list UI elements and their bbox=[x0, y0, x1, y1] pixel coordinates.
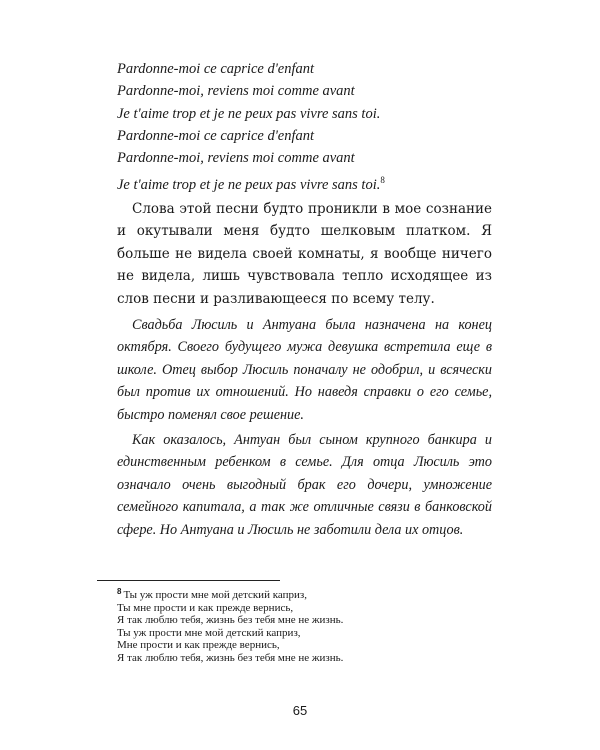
footnote-line bbox=[117, 586, 477, 602]
verse-line: Pardonne-moi, reviens moi comme avant bbox=[117, 150, 355, 167]
footnote-line: Ты уж прости мне мой детский каприз, bbox=[117, 626, 301, 639]
page-number: 65 bbox=[292, 703, 308, 718]
footnote-line: Ты мне прости и как прежде вернись, bbox=[117, 601, 294, 614]
footnote-line: Мне прости и как прежде вернись, bbox=[117, 639, 280, 652]
footnote-reference: 8 bbox=[380, 175, 385, 186]
footnote-line-text: Ты уж прости мне мой детский каприз, bbox=[123, 589, 307, 601]
footnote-number: 8 bbox=[117, 587, 122, 596]
footnote-divider bbox=[97, 580, 280, 581]
verse-line: Je t'aime trop et je ne peux pas vivre sans toi. bbox=[117, 105, 381, 122]
verse-line bbox=[117, 169, 492, 194]
verse-line: Pardonne-moi ce caprice d'enfant bbox=[117, 61, 315, 77]
body-paragraph: Слова этой песни будто проникли в мое сознание и окутывали меня будто шелковым платком. Я больше не видела своей комнаты, я вообще ничего не видела, лишь чувствовала тепло исходящее из слов песни и разливающееся по всему телу. bbox=[117, 201, 492, 307]
verse-line-text: Je t'aime trop et je ne peux pas vivre sans toi. bbox=[117, 177, 381, 194]
verse-line: Pardonne-moi, reviens moi comme avant bbox=[117, 83, 355, 100]
footnote-line: Я так люблю тебя, жизнь без тебя мне не жизнь. bbox=[117, 651, 344, 664]
footnote bbox=[117, 586, 477, 665]
song-verse bbox=[117, 58, 492, 192]
italic-paragraph: Свадьба Люсиль и Антуана была назначена на конец октября. Своего будущего мужа девушка встретила еще в школе. Отец выбор Люсиль поначалу не одобрил, и всячески был против их отношений. Но наведя справки о его семье, быстро поменял свое решение. bbox=[117, 317, 492, 423]
verse-line: Pardonne-moi ce caprice d'enfant bbox=[117, 127, 315, 144]
italic-paragraph: Как оказалось, Антуан был сыном крупного банкира и единственным ребенком в семье. Для отца Люсиль это означало очень выгодный брак его дочери, умножение семейного капитала, а так же отличные связи в банковской сфере. Но Антуана и Люсиль не заботили дела их отцов. bbox=[117, 432, 492, 538]
footnote-line: Я так люблю тебя, жизнь без тебя мне не жизнь. bbox=[117, 614, 344, 627]
